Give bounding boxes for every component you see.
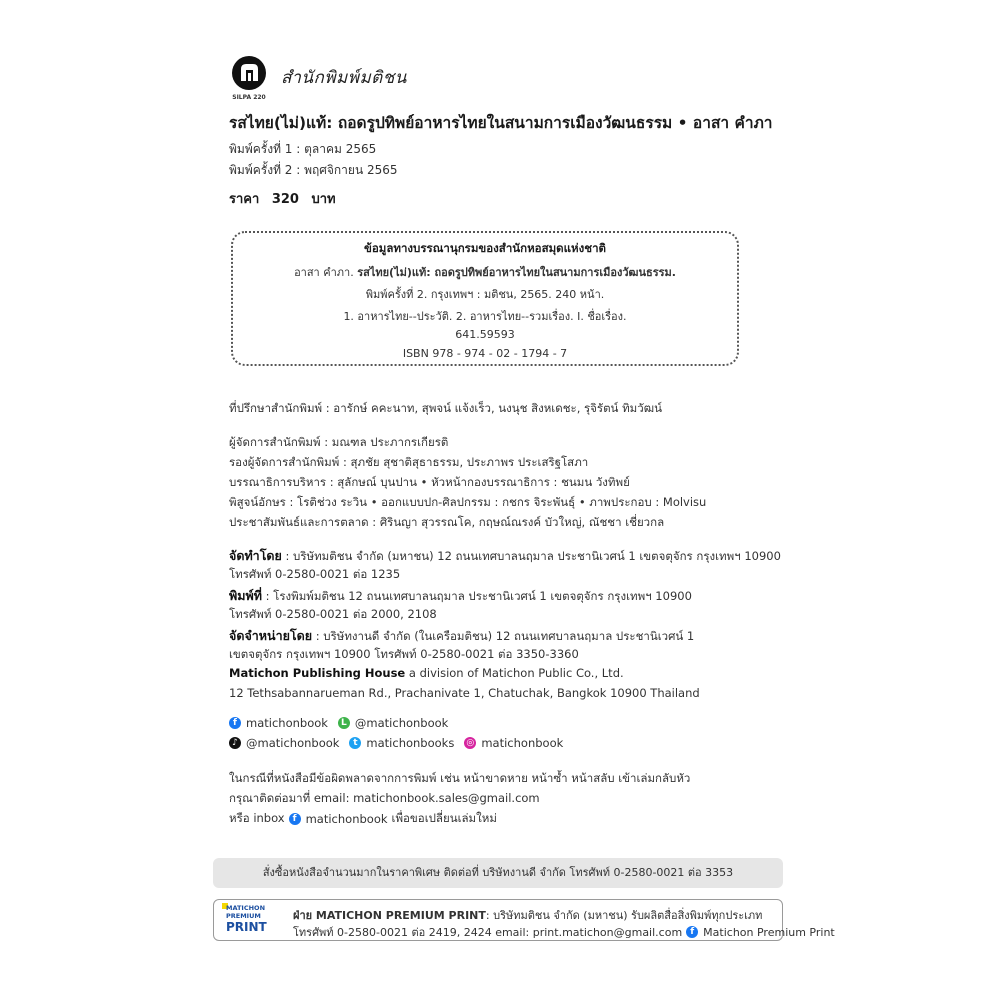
cip-heading: ข้อมูลทางบรรณานุกรมของสำนักหอสมุดแห่งชาติ <box>364 241 606 255</box>
tiktok-handle[interactable]: @matichonbook <box>246 736 340 750</box>
producer-text: : บริษัทมติชน จำกัด (มหาชน) 12 ถนนเทศบาลนฤมาล ประชานิเวศน์ 1 เขตจตุจักร กรุงเทพฯ 10900 <box>281 549 781 563</box>
price-label: ราคา <box>229 192 260 207</box>
errata-line-1: ในกรณีที่หนังสือมีข้อผิดพลาดจากการพิมพ์ เช่น หน้าขาดหาย หน้าซ้ำ หน้าสลับ เข้าเล่มกลับหัว <box>229 771 691 785</box>
distributor-text: : บริษัทงานดี จำกัด (ในเครือมติชน) 12 ถนนเทศบาลนฤมาล ประชานิเวศน์ 1 <box>312 629 695 643</box>
instagram-icon: ◎ <box>464 737 476 749</box>
errata-inbox-prefix: หรือ inbox <box>229 811 285 825</box>
publishing-house-line <box>229 666 624 680</box>
deputy-line: รองผู้จัดการสำนักพิมพ์ : สุภชัย สุชาติสุธาธรรม, ประภาพร ประเสริฐโสภา <box>229 455 589 469</box>
book-title: รสไทย(ไม่)แท้: ถอดรูปทิพย์อาหารไทยในสนามการเมืองวัฒนธรรม • อาสา คำภา <box>229 114 773 132</box>
facebook-icon: f <box>686 926 698 938</box>
premium-facebook[interactable]: Matichon Premium Print <box>703 925 835 939</box>
pr-line: ประชาสัมพันธ์และการตลาด : ศิรินญา สุวรรณโค, กฤษณ์ณรงค์ บัวใหญ่, ณัชชา เชี่ยวกล <box>229 515 665 529</box>
producer-line <box>229 546 781 566</box>
cip-classification: 641.59593 <box>455 328 515 341</box>
errata-line-2: กรุณาติดต่อมาที่ email: matichonbook.sales@gmail.com <box>229 791 540 805</box>
manager-line: ผู้จัดการสำนักพิมพ์ : มณฑล ประภากรเกียรติ <box>229 435 449 449</box>
cip-author: อาสา คำภา. <box>294 266 354 279</box>
instagram-handle[interactable]: matichonbook <box>481 736 564 750</box>
publisher-script-name: สำนักพิมพ์มติชน <box>281 68 407 88</box>
premium-logo-line-2: PREMIUM <box>226 912 261 920</box>
line-handle[interactable]: @matichonbook <box>354 716 449 730</box>
premium-dept-text: : บริษัทมติชน จำกัด (มหาชน) รับผลิตสื่อสิ่งพิมพ์ทุกประเภท <box>485 909 763 922</box>
cip-imprint: พิมพ์ครั้งที่ 2. กรุงเทพฯ : มติชน, 2565. 240 หน้า. <box>365 288 605 301</box>
premium-contact-line <box>293 923 835 941</box>
publisher-logo <box>229 55 269 95</box>
errata-inbox-account[interactable]: matichonbook <box>305 812 388 826</box>
bulk-order-banner: สั่งซื้อหนังสือจำนวนมากในราคาพิเศษ ติดต่อที่ บริษัทงานดี จำกัด โทรศัพท์ 0-2580-0021 ต่อ 3353 <box>213 858 783 888</box>
printer-phone: โทรศัพท์ 0-2580-0021 ต่อ 2000, 2108 <box>229 607 437 621</box>
price-value: 320 <box>271 192 299 207</box>
producer-phone: โทรศัพท์ 0-2580-0021 ต่อ 1235 <box>229 567 401 581</box>
cip-subjects: 1. อาหารไทย--ประวัติ. 2. อาหารไทย--รวมเรื่อง. I. ชื่อเรื่อง. <box>343 310 627 323</box>
distributor-label: จัดจำหน่ายโดย <box>229 628 313 643</box>
price-line <box>229 188 344 209</box>
publisher-logo-caption: SILPA 220 <box>232 94 266 101</box>
facebook-icon: f <box>229 717 241 729</box>
printer-label: พิมพ์ที่ <box>229 588 262 603</box>
twitter-icon: t <box>349 737 361 749</box>
premium-logo-line-3: PRINT <box>226 920 267 934</box>
publishing-house-desc: a division of Matichon Public Co., Ltd. <box>405 666 624 680</box>
advisors-line: ที่ปรึกษาสำนักพิมพ์ : อารักษ์ คคะนาท, สุพจน์ แจ้งเร็ว, นงนุช สิงหเดชะ, รุจิรัตน์ ทิมวัฒน์ <box>229 401 662 415</box>
editor-line: บรรณาธิการบริหาร : สุลักษณ์ บุนปาน • หัวหน้ากองบรรณาธิการ : ชนมน วังทิพย์ <box>229 475 630 489</box>
twitter-handle[interactable]: matichonbooks <box>366 736 455 750</box>
cip-box <box>231 231 739 366</box>
first-print-date: พิมพ์ครั้งที่ 1 : ตุลาคม 2565 <box>229 142 377 156</box>
tiktok-icon: ♪ <box>229 737 241 749</box>
price-unit: บาท <box>311 192 336 207</box>
printer-line <box>229 586 692 606</box>
second-print-date: พิมพ์ครั้งที่ 2 : พฤศจิกายน 2565 <box>229 163 398 177</box>
proof-line: พิสูจน์อักษร : โรติช่วง ระวิน • ออกแบบปก-ศิลปกรรม : กชกร จิระพันธุ์ • ภาพประกอบ : Molvisu <box>229 495 707 509</box>
distributor-line-2: เขตจตุจักร กรุงเทพฯ 10900 โทรศัพท์ 0-2580-0021 ต่อ 3350-3360 <box>229 647 579 661</box>
premium-logo-line-1: MATICHON <box>226 904 266 912</box>
premium-dept-label: ฝ่าย MATICHON PREMIUM PRINT <box>293 909 486 922</box>
facebook-icon: f <box>289 813 301 825</box>
cip-author-title <box>233 263 737 281</box>
printer-text: : โรงพิมพ์มติชน 12 ถนนเทศบาลนฤมาล ประชานิเวศน์ 1 เขตจตุจักร กรุงเทพฯ 10900 <box>261 589 692 603</box>
premium-dept-line <box>293 906 762 924</box>
producer-label: จัดทำโดย <box>229 548 282 563</box>
social-row-2 <box>229 736 563 750</box>
publishing-house-address: 12 Tethsabannarueman Rd., Prachanivate 1, Chatuchak, Bangkok 10900 Thailand <box>229 686 700 700</box>
line-icon: L <box>338 717 350 729</box>
distributor-line <box>229 626 694 646</box>
publishing-house-name: Matichon Publishing House <box>229 666 406 680</box>
premium-contact: โทรศัพท์ 0-2580-0021 ต่อ 2419, 2424 email: print.matichon@gmail.com <box>293 926 683 939</box>
premium-print-logo <box>222 903 267 939</box>
premium-print-box <box>213 899 835 941</box>
errata-inbox-suffix: เพื่อขอเปลี่ยนเล่มใหม่ <box>391 811 497 825</box>
social-row-1 <box>229 716 448 730</box>
facebook-handle[interactable]: matichonbook <box>246 716 328 730</box>
errata-line-3 <box>229 810 497 828</box>
cip-book-title: รสไทย(ไม่)แท้: ถอดรูปทิพย์อาหารไทยในสนามการเมืองวัฒนธรรม. <box>357 266 676 279</box>
cip-isbn: ISBN 978 - 974 - 02 - 1794 - 7 <box>402 347 568 360</box>
